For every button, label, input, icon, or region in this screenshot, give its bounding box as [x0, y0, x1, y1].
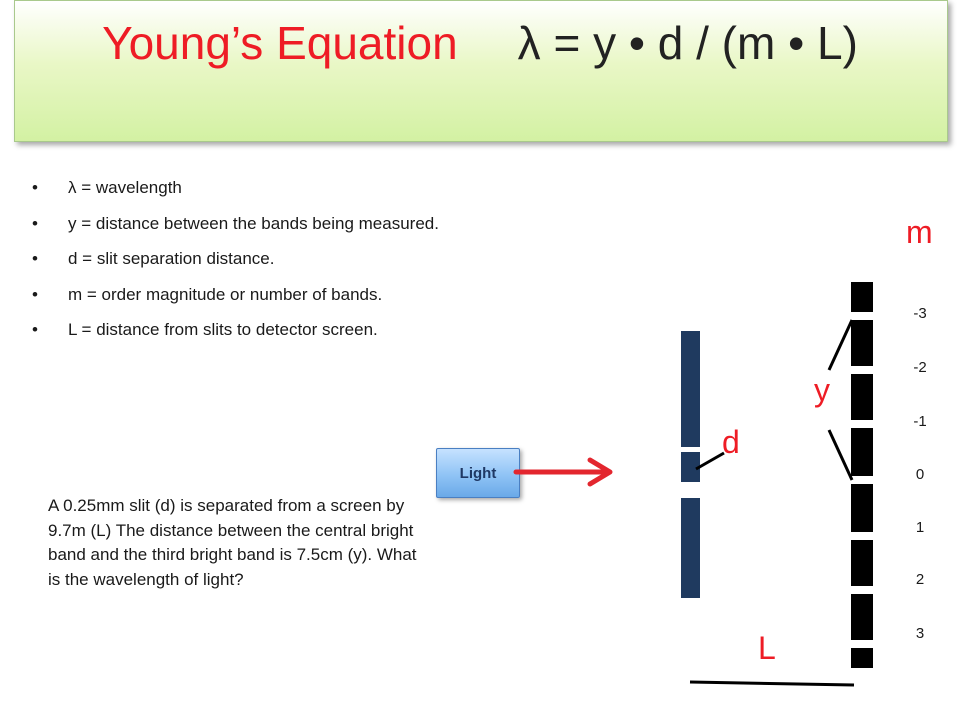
- order-label: -2: [913, 359, 927, 376]
- definition-y: • y = distance between the bands being measured.: [32, 212, 439, 248]
- screen-band: [851, 428, 873, 476]
- screen-band: [851, 374, 873, 420]
- order-label: 0: [915, 466, 925, 483]
- definition-wavelength: • λ = wavelength: [32, 176, 439, 212]
- label-y: y: [814, 372, 830, 408]
- problem-text: A 0.25mm slit (d) is separated from a screen by 9.7m (L) The distance between the central bright band and the third bright band is 7.5cm (y). What is the wavelength of light?: [48, 496, 417, 589]
- label-m: m: [906, 214, 933, 250]
- label-d: d: [722, 424, 740, 460]
- order-label: 2: [915, 571, 925, 588]
- barrier-bottom-segment: [681, 498, 700, 598]
- screen-band: [851, 540, 873, 586]
- order-label: 1: [915, 519, 925, 536]
- order-label: -1: [913, 413, 927, 430]
- title-equation: λ = y • d / (m • L): [517, 17, 858, 69]
- order-label: -3: [913, 305, 927, 322]
- screen-band: [851, 282, 873, 312]
- order-label: 3: [915, 625, 925, 642]
- d-pointer-line: [696, 453, 724, 469]
- title-name: Young’s Equation: [102, 17, 458, 69]
- screen-band: [851, 484, 873, 532]
- detector-screen: [851, 282, 873, 668]
- barrier-top-segment: [681, 331, 700, 447]
- l-baseline: [690, 682, 854, 685]
- screen-band: [851, 594, 873, 640]
- y-pointer-upper: [829, 320, 852, 370]
- screen-band: [851, 648, 873, 668]
- definition-d: • d = slit separation distance.: [32, 247, 439, 283]
- y-pointer-lower: [829, 430, 852, 480]
- definition-l: • L = distance from slits to detector screen.: [32, 318, 439, 354]
- screen-band: [851, 320, 873, 366]
- definition-m: • m = order magnitude or number of bands.: [32, 283, 439, 319]
- label-l: L: [758, 630, 776, 666]
- light-button[interactable]: Light: [436, 448, 520, 498]
